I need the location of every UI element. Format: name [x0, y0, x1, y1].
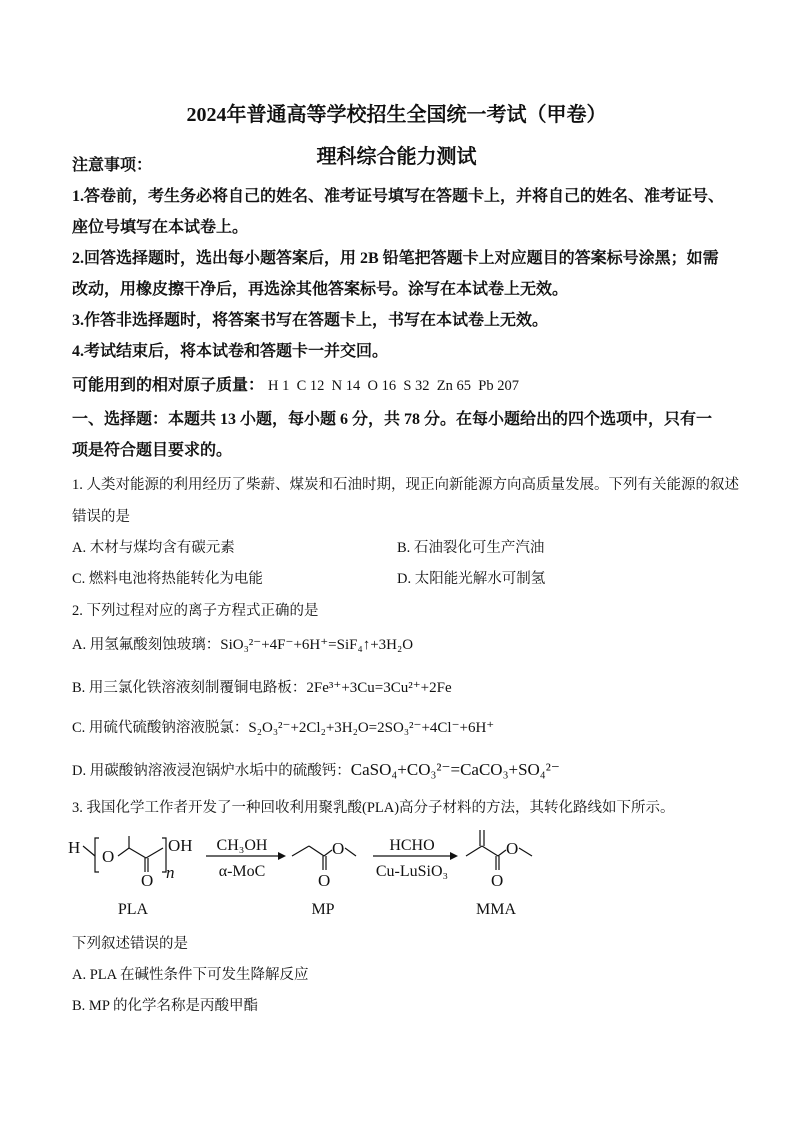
q1-option-b: B. 石油裂化可生产汽油 [397, 540, 545, 556]
notice-item-2b: 改动，用橡皮擦干净后，再选涂其他答案标号。涂写在本试卷上无效。 [72, 281, 569, 298]
step2-reagent: HCHO [389, 837, 435, 854]
q2-stem: 2. 下列过程对应的离子方程式正确的是 [72, 603, 319, 619]
q2-option-a [72, 633, 413, 654]
q1-option-a: A. 木材与煤均含有碳元素 [72, 540, 235, 556]
svg-text:O: O [491, 871, 504, 890]
notice-item-2a: 2.回答选择题时，选出每小题答案后，用 2B 铅笔把答题卡上对应题目的答案标号涂黑；如需 [72, 250, 719, 267]
exam-title: 2024年普通高等学校招生全国统一考试（甲卷） [186, 104, 607, 126]
q2-option-b-equation: 2Fe³⁺+3Cu=3Cu²⁺+2Fe [306, 680, 452, 696]
svg-text:O: O [102, 847, 115, 866]
exam-subtitle: 理科综合能力测试 [316, 146, 477, 168]
compound-pla: PLA [117, 901, 149, 918]
svg-text:H: H [68, 838, 81, 857]
svg-text:OH: OH [168, 836, 193, 855]
atomic-masses [72, 372, 519, 395]
q2-option-d-equation: CaSO₄+CO₃²⁻=CaCO₃+SO₄²⁻ [350, 760, 560, 779]
section-heading-line1: 一、选择题：本题共 13 小题，每小题 6 分，共 78 分。在每小题给出的四个选项中，只有一 [72, 411, 713, 428]
q2-option-b [72, 676, 452, 697]
q1-stem-line1: 1. 人类对能源的利用经历了柴薪、煤炭和石油时期，现正向新能源方向高质量发展。下列有关能源的叙述 [72, 477, 739, 493]
svg-text:O: O [141, 871, 154, 890]
q3-option-a: A. PLA 在碱性条件下可发生降解反应 [72, 967, 309, 983]
step1-reagent: CH₃OH [216, 837, 268, 854]
notice-item-1a: 1.答卷前，考生务必将自己的姓名、准考证号填写在答题卡上，并将自己的姓名、准考证号、 [72, 188, 725, 205]
q2-option-d-label: D. 用碳酸钠溶液浸泡锅炉水垢中的硫酸钙： [72, 763, 351, 779]
svg-text:O: O [318, 871, 331, 890]
atomic-masses-label: 可能用到的相对原子质量： [72, 377, 265, 394]
q2-option-c [72, 716, 494, 737]
q1-stem-line2: 错误的是 [72, 509, 130, 525]
step2-catalyst: Cu-LuSiO₃ [375, 863, 449, 880]
q3-prompt: 下列叙述错误的是 [72, 936, 188, 952]
compound-mp: MP [311, 901, 335, 918]
q2-option-c-label: C. 用硫代硫酸钠溶液脱氯： [72, 720, 249, 736]
svg-text:O: O [506, 839, 519, 858]
svg-text:O: O [332, 839, 345, 858]
q2-option-d [72, 759, 560, 780]
step1-catalyst: α-MoC [218, 863, 266, 880]
notice-heading: 注意事项： [72, 157, 153, 174]
q2-option-c-equation: S₂O₃²⁻+2Cl₂+3H₂O=2SO₃²⁻+4Cl⁻+6H⁺ [248, 720, 495, 736]
notice-item-4: 4.考试结束后，将本试卷和答题卡一并交回。 [72, 343, 389, 360]
q1-option-c: C. 燃料电池将热能转化为电能 [72, 571, 263, 587]
q2-option-a-equation: SiO₃²⁻+4F⁻+6H⁺=SiF₄↑+3H₂O [220, 637, 414, 653]
section-heading-line2: 项是符合题目要求的。 [72, 442, 233, 459]
notice-item-3: 3.作答非选择题时，将答案书写在答题卡上，书写在本试卷上无效。 [72, 312, 549, 329]
compound-mma: MMA [475, 901, 517, 918]
q1-option-d: D. 太阳能光解水可制氢 [397, 571, 546, 587]
q2-option-b-label: B. 用三氯化铁溶液刻制覆铜电路板： [72, 680, 307, 696]
svg-text:n: n [166, 863, 175, 882]
atomic-masses-values: H 1 C 12 N 14 O 16 S 32 Zn 65 Pb 207 [268, 378, 519, 394]
q2-option-a-label: A. 用氢氟酸刻蚀玻璃： [72, 637, 221, 653]
q3-option-b: B. MP 的化学名称是丙酸甲酯 [72, 998, 258, 1014]
q3-stem: 3. 我国化学工作者开发了一种回收利用聚乳酸(PLA)高分子材料的方法，其转化路线如下所示。 [72, 800, 675, 816]
notice-item-1b: 座位号填写在本试卷上。 [72, 219, 249, 236]
reaction-scheme [66, 826, 556, 921]
